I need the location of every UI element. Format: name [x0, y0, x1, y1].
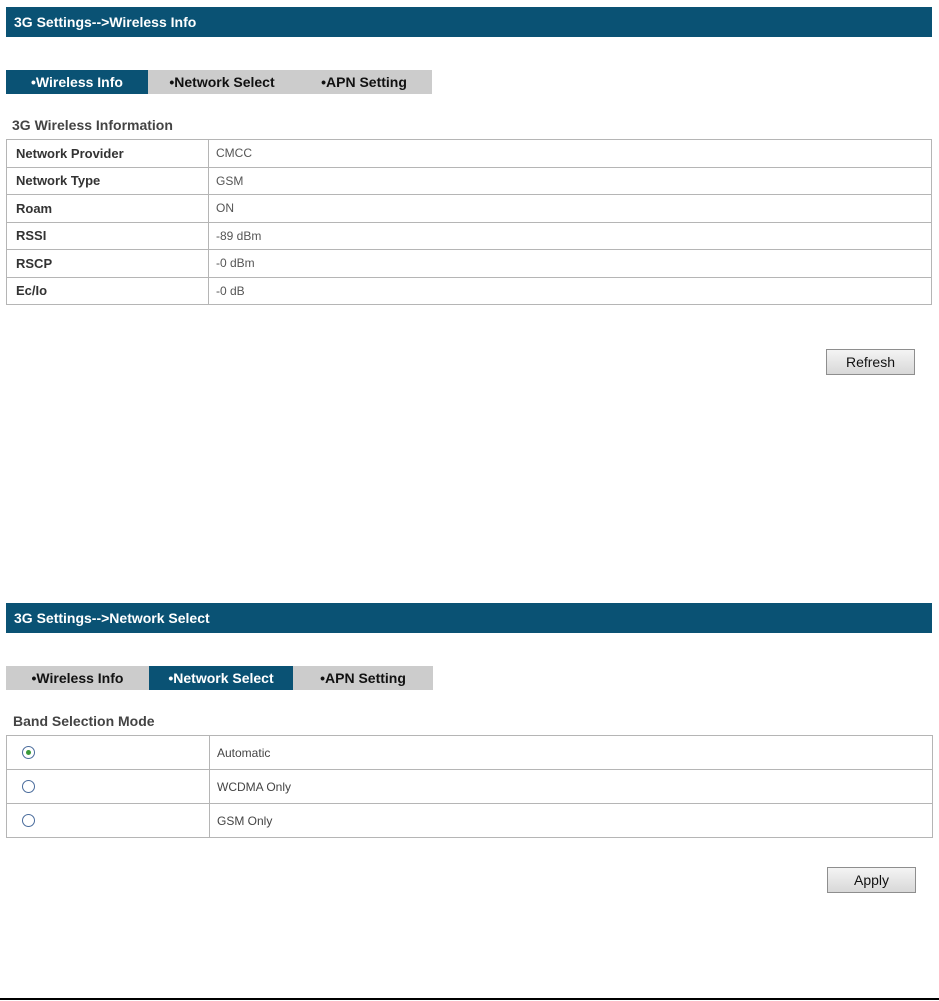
row-value: CMCC — [209, 140, 932, 168]
radio-cell — [7, 804, 210, 838]
row-label: Ec/Io — [7, 277, 209, 305]
page-title-wireless-info: 3G Settings-->Wireless Info — [6, 7, 932, 37]
row-value: -0 dB — [209, 277, 932, 305]
row-label: RSCP — [7, 250, 209, 278]
divider — [0, 998, 939, 1000]
table-row — [7, 804, 933, 838]
section-title: Band Selection Mode — [13, 713, 155, 729]
row-value: -0 dBm — [209, 250, 932, 278]
tab-wireless-info[interactable]: •Wireless Info — [6, 666, 149, 690]
table-row — [7, 222, 932, 250]
row-value: GSM — [209, 167, 932, 195]
table-row — [7, 770, 933, 804]
tab-apn-setting[interactable]: •APN Setting — [293, 666, 433, 690]
tab-network-select[interactable]: •Network Select — [149, 666, 293, 690]
row-value: ON — [209, 195, 932, 223]
band-selection-table — [6, 735, 933, 838]
tab-apn-setting[interactable]: •APN Setting — [296, 70, 432, 94]
radio-cell — [7, 736, 210, 770]
section-title: 3G Wireless Information — [12, 117, 173, 133]
radio-cell — [7, 770, 210, 804]
tab-wireless-info[interactable]: •Wireless Info — [6, 70, 148, 94]
radio-automatic[interactable] — [22, 746, 35, 759]
page-title-network-select: 3G Settings-->Network Select — [6, 603, 932, 633]
table-row — [7, 140, 932, 168]
row-value: -89 dBm — [209, 222, 932, 250]
apply-button[interactable]: Apply — [827, 867, 916, 893]
table-row — [7, 277, 932, 305]
radio-gsm-only[interactable] — [22, 814, 35, 827]
row-label: Network Type — [7, 167, 209, 195]
wireless-info-table — [6, 139, 932, 305]
table-row — [7, 736, 933, 770]
option-label: GSM Only — [210, 804, 933, 838]
option-label: WCDMA Only — [210, 770, 933, 804]
row-label: Network Provider — [7, 140, 209, 168]
row-label: RSSI — [7, 222, 209, 250]
table-row — [7, 167, 932, 195]
option-label: Automatic — [210, 736, 933, 770]
table-row — [7, 195, 932, 223]
tab-bar — [6, 70, 432, 94]
refresh-button[interactable]: Refresh — [826, 349, 915, 375]
row-label: Roam — [7, 195, 209, 223]
tab-network-select[interactable]: •Network Select — [148, 70, 296, 94]
table-row — [7, 250, 932, 278]
tab-bar — [6, 666, 433, 690]
radio-wcdma-only[interactable] — [22, 780, 35, 793]
